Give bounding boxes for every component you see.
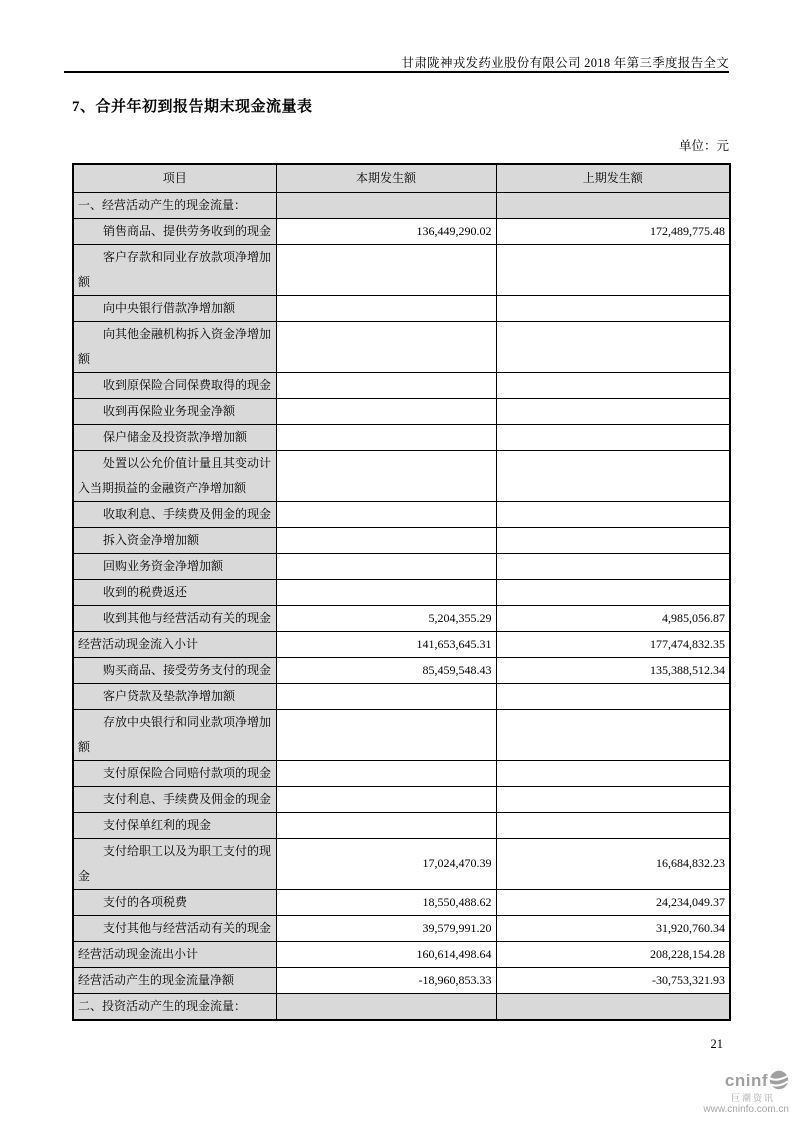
current-amount-cell: 5,204,355.29 bbox=[276, 605, 496, 631]
running-header: 甘肃陇神戎发药业股份有限公司 2018 年第三季度报告全文 bbox=[401, 56, 729, 70]
previous-amount-cell bbox=[496, 993, 730, 1020]
current-amount-cell bbox=[276, 527, 496, 553]
row-label-cell: 支付保单红利的现金 bbox=[73, 812, 276, 838]
previous-amount-cell bbox=[496, 786, 730, 812]
row-label-cell: 收到其他与经营活动有关的现金 bbox=[73, 605, 276, 631]
previous-amount-cell: 16,684,832.23 bbox=[496, 838, 730, 889]
row-label-cell: 存放中央银行和同业款项净增加额 bbox=[73, 709, 276, 760]
current-amount-cell: 17,024,470.39 bbox=[276, 838, 496, 889]
row-label-cell: 经营活动现金流出小计 bbox=[73, 941, 276, 967]
current-amount-cell bbox=[276, 709, 496, 760]
current-amount-cell bbox=[276, 683, 496, 709]
previous-amount-cell bbox=[496, 372, 730, 398]
table-row bbox=[73, 321, 730, 372]
table-row bbox=[73, 812, 730, 838]
current-amount-cell bbox=[276, 295, 496, 321]
table-row bbox=[73, 553, 730, 579]
current-amount-cell bbox=[276, 786, 496, 812]
previous-amount-cell bbox=[496, 527, 730, 553]
previous-amount-cell bbox=[496, 321, 730, 372]
current-amount-cell bbox=[276, 450, 496, 501]
current-amount-cell: 85,459,548.43 bbox=[276, 657, 496, 683]
previous-amount-cell bbox=[496, 450, 730, 501]
page-number: 21 bbox=[710, 1037, 723, 1051]
column-header-item: 项目 bbox=[73, 164, 276, 192]
table-row bbox=[73, 501, 730, 527]
row-label-cell: 支付原保险合同赔付款项的现金 bbox=[73, 760, 276, 786]
cash-flow-table bbox=[72, 163, 731, 1021]
row-label-cell: 支付给职工以及为职工支付的现金 bbox=[73, 838, 276, 889]
current-amount-cell bbox=[276, 398, 496, 424]
table-row bbox=[73, 709, 730, 760]
row-label-cell: 支付的各项税费 bbox=[73, 889, 276, 915]
current-amount-cell bbox=[276, 244, 496, 295]
row-label-cell: 收到再保险业务现金净额 bbox=[73, 398, 276, 424]
table-row bbox=[73, 527, 730, 553]
current-amount-cell bbox=[276, 553, 496, 579]
previous-amount-cell: 177,474,832.35 bbox=[496, 631, 730, 657]
previous-amount-cell bbox=[496, 501, 730, 527]
previous-amount-cell: -30,753,321.93 bbox=[496, 967, 730, 993]
row-label-cell: 支付其他与经营活动有关的现金 bbox=[73, 915, 276, 941]
table-row bbox=[73, 372, 730, 398]
previous-amount-cell: 31,920,760.34 bbox=[496, 915, 730, 941]
table-header-row bbox=[73, 164, 730, 192]
previous-amount-cell bbox=[496, 683, 730, 709]
table-row bbox=[73, 579, 730, 605]
table-row bbox=[73, 398, 730, 424]
cninfo-url: www.cninfo.com.cn bbox=[703, 1104, 789, 1115]
previous-amount-cell bbox=[496, 192, 730, 218]
table-row bbox=[73, 244, 730, 295]
cninfo-chinese-name: 巨潮资讯 bbox=[730, 1093, 775, 1104]
table-row bbox=[73, 786, 730, 812]
table-row bbox=[73, 838, 730, 889]
row-label-cell: 保户储金及投资款净增加额 bbox=[73, 424, 276, 450]
previous-amount-cell bbox=[496, 295, 730, 321]
table-row bbox=[73, 218, 730, 244]
current-amount-cell: 160,614,498.64 bbox=[276, 941, 496, 967]
table-row bbox=[73, 295, 730, 321]
previous-amount-cell bbox=[496, 709, 730, 760]
table-row bbox=[73, 605, 730, 631]
row-label-cell: 回购业务资金净增加额 bbox=[73, 553, 276, 579]
table-row bbox=[73, 993, 730, 1020]
table-row bbox=[73, 915, 730, 941]
table-row bbox=[73, 967, 730, 993]
row-label-cell: 经营活动产生的现金流量净额 bbox=[73, 967, 276, 993]
header-divider bbox=[64, 71, 729, 73]
current-amount-cell bbox=[276, 812, 496, 838]
current-amount-cell bbox=[276, 192, 496, 218]
table-row bbox=[73, 631, 730, 657]
previous-amount-cell: 135,388,512.34 bbox=[496, 657, 730, 683]
cninfo-swirl-logo-icon bbox=[769, 1070, 789, 1095]
table-row bbox=[73, 889, 730, 915]
table-row bbox=[73, 760, 730, 786]
current-amount-cell bbox=[276, 424, 496, 450]
row-label-cell: 一、经营活动产生的现金流量： bbox=[73, 192, 276, 218]
current-amount-cell bbox=[276, 579, 496, 605]
table-row bbox=[73, 941, 730, 967]
section-title: 7、合并年初到报告期末现金流量表 bbox=[72, 99, 313, 115]
cninfo-watermark bbox=[669, 1070, 789, 1115]
table-row bbox=[73, 683, 730, 709]
previous-amount-cell bbox=[496, 244, 730, 295]
previous-amount-cell: 4,985,056.87 bbox=[496, 605, 730, 631]
current-amount-cell: -18,960,853.33 bbox=[276, 967, 496, 993]
previous-amount-cell bbox=[496, 760, 730, 786]
previous-amount-cell bbox=[496, 424, 730, 450]
row-label-cell: 二、投资活动产生的现金流量： bbox=[73, 993, 276, 1020]
current-amount-cell bbox=[276, 501, 496, 527]
previous-amount-cell bbox=[496, 812, 730, 838]
current-amount-cell: 18,550,488.62 bbox=[276, 889, 496, 915]
table-row bbox=[73, 424, 730, 450]
current-amount-cell bbox=[276, 760, 496, 786]
row-label-cell: 收到的税费返还 bbox=[73, 579, 276, 605]
current-amount-cell bbox=[276, 993, 496, 1020]
row-label-cell: 支付利息、手续费及佣金的现金 bbox=[73, 786, 276, 812]
row-label-cell: 销售商品、提供劳务收到的现金 bbox=[73, 218, 276, 244]
column-header-prior-period: 上期发生额 bbox=[496, 164, 730, 192]
table-body bbox=[73, 192, 730, 1020]
row-label-cell: 经营活动现金流入小计 bbox=[73, 631, 276, 657]
previous-amount-cell bbox=[496, 553, 730, 579]
table-row bbox=[73, 657, 730, 683]
previous-amount-cell: 24,234,049.37 bbox=[496, 889, 730, 915]
current-amount-cell: 39,579,991.20 bbox=[276, 915, 496, 941]
table-row bbox=[73, 450, 730, 501]
row-label-cell: 拆入资金净增加额 bbox=[73, 527, 276, 553]
row-label-cell: 向其他金融机构拆入资金净增加额 bbox=[73, 321, 276, 372]
current-amount-cell bbox=[276, 321, 496, 372]
row-label-cell: 向中央银行借款净增加额 bbox=[73, 295, 276, 321]
previous-amount-cell bbox=[496, 398, 730, 424]
current-amount-cell bbox=[276, 372, 496, 398]
current-amount-cell: 136,449,290.02 bbox=[276, 218, 496, 244]
row-label-cell: 购买商品、接受劳务支付的现金 bbox=[73, 657, 276, 683]
previous-amount-cell: 208,228,154.28 bbox=[496, 941, 730, 967]
current-amount-cell: 141,653,645.31 bbox=[276, 631, 496, 657]
row-label-cell: 客户贷款及垫款净增加额 bbox=[73, 683, 276, 709]
unit-label: 单位：元 bbox=[678, 139, 729, 153]
previous-amount-cell: 172,489,775.48 bbox=[496, 218, 730, 244]
row-label-cell: 收到原保险合同保费取得的现金 bbox=[73, 372, 276, 398]
previous-amount-cell bbox=[496, 579, 730, 605]
row-label-cell: 处置以公允价值计量且其变动计入当期损益的金融资产净增加额 bbox=[73, 450, 276, 501]
table-row bbox=[73, 192, 730, 218]
row-label-cell: 收取利息、手续费及佣金的现金 bbox=[73, 501, 276, 527]
cninfo-brand-text: cninf bbox=[724, 1071, 768, 1091]
column-header-current-period: 本期发生额 bbox=[276, 164, 496, 192]
row-label-cell: 客户存款和同业存放款项净增加额 bbox=[73, 244, 276, 295]
